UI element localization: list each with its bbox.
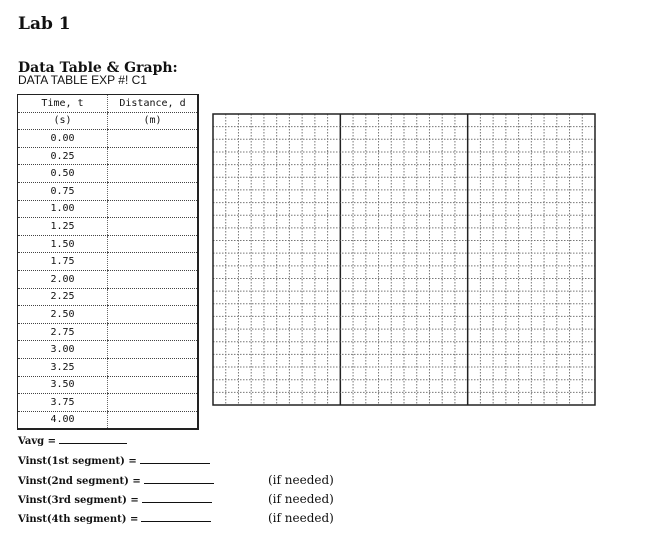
formula-label: Vinst(4th segment) = (18, 514, 139, 525)
distance-cell[interactable] (108, 235, 199, 253)
time-cell: 0.00 (18, 130, 108, 148)
table-row (18, 182, 199, 200)
time-cell: 2.25 (18, 288, 108, 306)
time-cell: 1.25 (18, 218, 108, 236)
answer-blank[interactable] (59, 435, 127, 444)
formula-label: Vavg = (18, 436, 56, 447)
time-cell: 1.00 (18, 200, 108, 218)
time-cell: 2.75 (18, 323, 108, 341)
if-needed-note: (if needed) (268, 511, 334, 525)
table-row (18, 306, 199, 324)
time-cell: 0.50 (18, 165, 108, 183)
time-cell: 3.00 (18, 341, 108, 359)
formula-label: Vinst(1st segment) = (18, 456, 137, 467)
time-cell: 1.75 (18, 253, 108, 271)
distance-cell[interactable] (108, 165, 199, 183)
table-row (18, 376, 199, 394)
unit-distance: (m) (108, 112, 199, 130)
distance-cell[interactable] (108, 147, 199, 165)
table-row (18, 235, 199, 253)
time-cell: 3.50 (18, 376, 108, 394)
table-row (18, 358, 199, 376)
formula-line (18, 455, 210, 467)
table-row (18, 411, 199, 429)
table-units-row (18, 112, 199, 130)
distance-cell[interactable] (108, 358, 199, 376)
distance-cell[interactable] (108, 182, 199, 200)
distance-cell[interactable] (108, 200, 199, 218)
formula-line (18, 475, 214, 487)
header-distance: Distance, d (108, 95, 199, 113)
answer-blank[interactable] (142, 494, 212, 503)
time-cell: 2.00 (18, 270, 108, 288)
graph-grid (212, 113, 596, 406)
distance-cell[interactable] (108, 270, 199, 288)
answer-blank[interactable] (141, 513, 211, 522)
unit-time: (s) (18, 112, 108, 130)
distance-cell[interactable] (108, 341, 199, 359)
table-row (18, 394, 199, 412)
time-cell: 2.50 (18, 306, 108, 324)
time-cell: 3.25 (18, 358, 108, 376)
table-row (18, 218, 199, 236)
distance-cell[interactable] (108, 323, 199, 341)
table-row (18, 147, 199, 165)
table-row (18, 253, 199, 271)
page-title: Lab 1 (18, 14, 71, 34)
time-cell: 1.50 (18, 235, 108, 253)
time-cell: 3.75 (18, 394, 108, 412)
section-heading: Data Table & Graph: (18, 60, 178, 76)
table-row (18, 270, 199, 288)
table-row (18, 323, 199, 341)
distance-cell[interactable] (108, 253, 199, 271)
formula-label: Vinst(3rd segment) = (18, 495, 139, 506)
distance-cell[interactable] (108, 394, 199, 412)
answer-blank[interactable] (140, 455, 210, 464)
table-row (18, 200, 199, 218)
if-needed-note: (if needed) (268, 473, 334, 487)
distance-cell[interactable] (108, 288, 199, 306)
distance-cell[interactable] (108, 376, 199, 394)
table-row (18, 165, 199, 183)
formula-line (18, 513, 211, 525)
table-row (18, 341, 199, 359)
distance-cell[interactable] (108, 130, 199, 148)
table-header-row (18, 95, 199, 113)
distance-cell[interactable] (108, 411, 199, 429)
time-cell: 0.75 (18, 182, 108, 200)
distance-cell[interactable] (108, 306, 199, 324)
header-time: Time, t (18, 95, 108, 113)
formula-line (18, 494, 212, 506)
formula-label: Vinst(2nd segment) = (18, 476, 141, 487)
data-table (17, 94, 199, 430)
time-cell: 0.25 (18, 147, 108, 165)
formula-line (18, 435, 127, 447)
time-cell: 4.00 (18, 411, 108, 429)
answer-blank[interactable] (144, 475, 214, 484)
table-row (18, 288, 199, 306)
table-row (18, 130, 199, 148)
experiment-label: DATA TABLE EXP #! C1 (18, 73, 147, 87)
distance-cell[interactable] (108, 218, 199, 236)
if-needed-note: (if needed) (268, 492, 334, 506)
